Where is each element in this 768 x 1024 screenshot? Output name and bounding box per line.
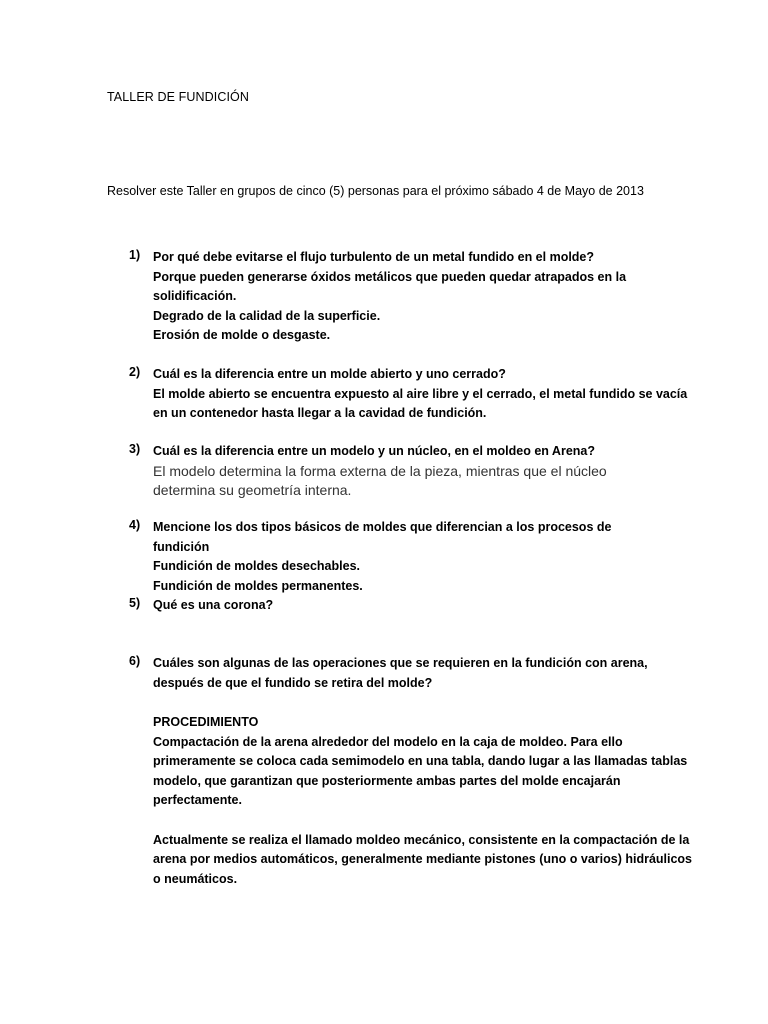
question-text: Cuál es la diferencia entre un modelo y un núcleo, en el moldeo en Arena? bbox=[153, 444, 595, 458]
question-4 bbox=[129, 518, 669, 596]
paragraph-line: perfectamente. bbox=[153, 793, 242, 807]
question-number: 3) bbox=[129, 442, 141, 456]
paragraph-line: primeramente se coloca cada semimodelo en una tabla, dando lugar a las llamadas tablas bbox=[153, 754, 688, 768]
procedure-paragraph-2 bbox=[153, 831, 693, 890]
question-text: Qué es una corona? bbox=[153, 598, 274, 612]
question-text: Cuál es la diferencia entre un molde abierto y uno cerrado? bbox=[153, 367, 506, 381]
question-text bbox=[153, 654, 669, 693]
answer-line: Fundición de moldes permanentes. bbox=[153, 578, 363, 593]
answer-line: Degrado de la calidad de la superficie. bbox=[153, 308, 381, 323]
instructions-text: Resolver este Taller en grupos de cinco (5) personas para el próximo sábado 4 de Mayo de 2013 bbox=[107, 184, 644, 198]
question-number: 4) bbox=[129, 518, 141, 532]
answer-line: El molde abierto se encuentra expuesto al aire libre y el cerrado, el metal fundido se vacía bbox=[153, 386, 688, 401]
paragraph-line: Actualmente se realiza el llamado moldeo mecánico, consistente en la compactación de la bbox=[153, 832, 690, 847]
question-number: 6) bbox=[129, 654, 141, 668]
question-1 bbox=[129, 248, 669, 346]
answer bbox=[153, 385, 688, 424]
document-title: TALLER DE FUNDICIÓN bbox=[107, 90, 249, 104]
paragraph-line: arena por medios automáticos, generalmente mediante pistones (uno o varios) hidráulicos bbox=[153, 852, 693, 866]
question-text: Mencione los dos tipos básicos de moldes que diferencian a los procesos de fundición bbox=[153, 520, 612, 554]
answer bbox=[153, 268, 669, 346]
paragraph-line: o neumáticos. bbox=[153, 871, 238, 886]
paragraph-line: Compactación de la arena alrededor del modelo en la caja de moldeo. Para ello bbox=[153, 734, 623, 749]
answer-line: Erosión de molde o desgaste. bbox=[153, 328, 331, 342]
paragraph-line: modelo, que garantizan que posteriormente ambas partes del molde encajarán bbox=[153, 773, 621, 788]
question-number: 2) bbox=[129, 365, 141, 379]
question-text-line: después de que el fundido se retira del molde? bbox=[153, 675, 433, 690]
question-number: 5) bbox=[129, 596, 141, 610]
answer-line: en un contenedor hasta llegar a la cavidad de fundición. bbox=[153, 406, 487, 420]
answer-line: Fundición de moldes desechables. bbox=[153, 559, 360, 573]
answer-line: El modelo determina la forma externa de la pieza, mientras que el núcleo bbox=[153, 462, 607, 479]
answer bbox=[153, 462, 669, 500]
question-text: Por qué debe evitarse el flujo turbulento de un metal fundido en el molde? bbox=[153, 250, 595, 264]
question-2 bbox=[129, 365, 688, 424]
answer-line: determina su geometría interna. bbox=[153, 481, 352, 498]
procedure-paragraph-1 bbox=[153, 733, 688, 811]
question-5 bbox=[129, 596, 669, 616]
answer-line: Porque pueden generarse óxidos metálicos que pueden quedar atrapados en la bbox=[153, 269, 627, 284]
question-number: 1) bbox=[129, 248, 141, 262]
question-6 bbox=[129, 654, 693, 889]
answer bbox=[153, 557, 669, 596]
procedure-heading: PROCEDIMIENTO bbox=[153, 715, 259, 729]
question-3 bbox=[129, 442, 669, 500]
question-text-line: Cuáles son algunas de las operaciones que se requieren en la fundición con arena, bbox=[153, 656, 648, 670]
answer-line: solidificación. bbox=[153, 289, 237, 303]
